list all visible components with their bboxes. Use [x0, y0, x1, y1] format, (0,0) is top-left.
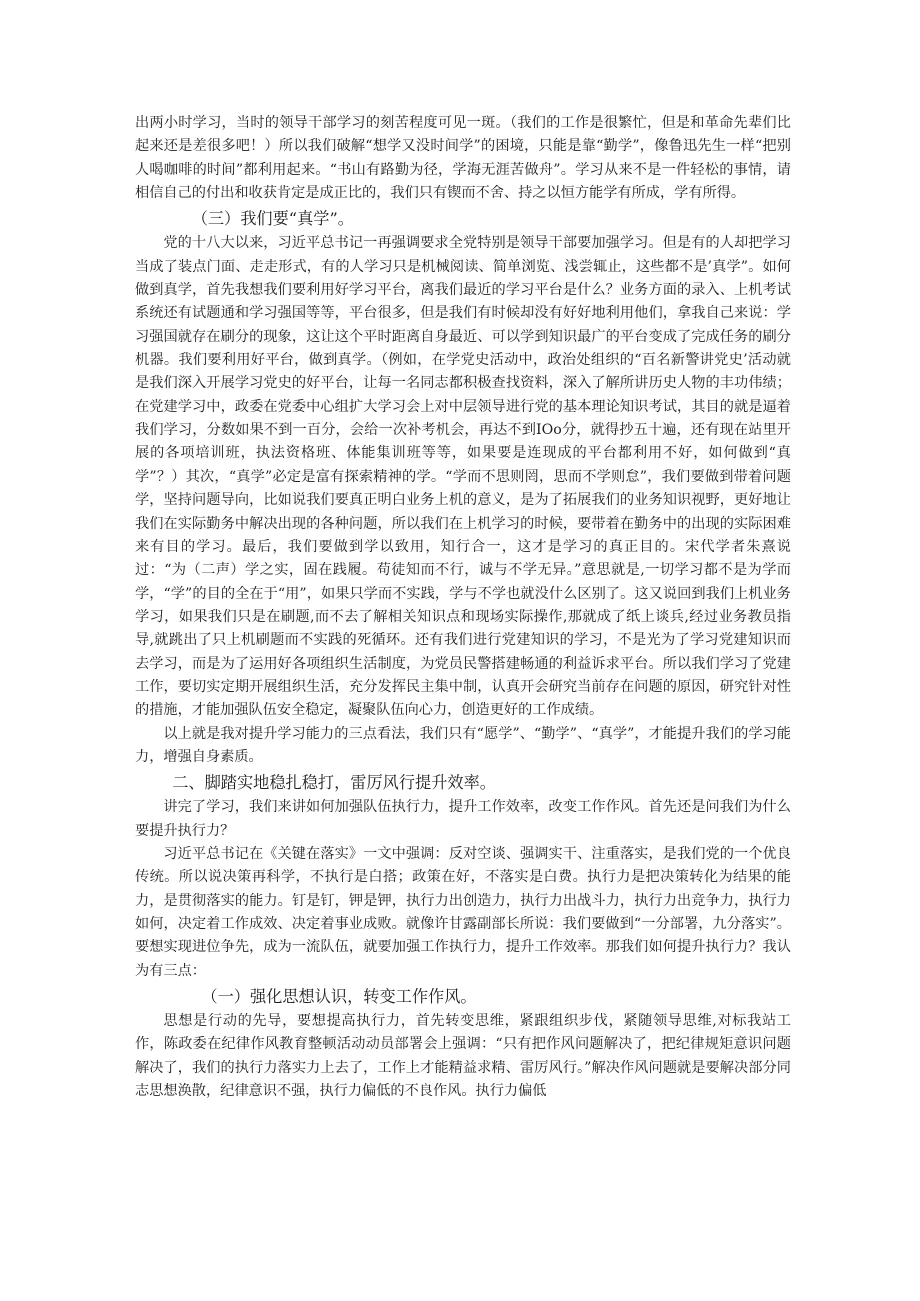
paragraph-execution-importance: 习近平总书记在《关键在落实》一文中强调：反对空谈、强调实干、注重落实，是我们党的一个优良传统。所以说决策再科学，不执行是白搭；政策在好，不落实是白费。执行力是把决策转化为结果的能力，是贯彻落实的能力。钉是钉，钾是钾，执行力出创造力，执行力出战斗力，执行力出竞争力，执行力如何，决定着工作成效、决定着事业成败。就像许甘露副部长所说：我们要做到“一分部署，九分落实”。要想实现进位争先，成为一流队伍，就要加强工作执行力，提升工作效率。那我们如何提升执行力？我认为有三点： [135, 845, 791, 979]
paragraph-true-study: 党的十八大以来，习近平总书记一再强调要求全党特别是领导干部要加强学习。但是有的人却把学习当成了装点门面、走走形式，有的人学习只是机械阅读、简单浏览、浅尝辄止，这些都不是’真学”。如何做到真学，首先我想我们要利用好学习平台，离我们最近的学习平台是什么？业务方面的录入、上机考试系统还有试题通和学习强国等等，平台很多，但是我们有时候却没有好好地利用他们，拿我自己来说：学习强国就存在刷分的现象，这让这个平时距离自身最近、可以学到知识最广的平台变成了完成任务的刷分机器。我们要利用好平台，做到真学。（例如，在学党史活动中，政治处组织的“百名新警讲党史’活动就是我们深入开展学习党史的好平台，让每一名同志都积极查找资料，深入了解所讲历史人物的丰功伟绩；在党建学习中，政委在党委中心组扩大学习会上对中层领导进行党的基本理论知识考试，其目的就是逼着我们学习，分数如果不到一百分，会给一次补考机会，再达不到IOo分，就得抄五十遍，还有现在站里开展的各项培训班，执法资格班、体能集训班等等，如果要是连现成的平台都利用不好，如何做到“真学”？）其次，“真学”必定是富有探索精神的学。“学而不思则罔，思而不学则怠”，我们要做到带着问题学，坚持问题导向，比如说我们要真正明白业务上机的意义，是为了拓展我们的业务知识视野，更好地让我们在实际勤务中解决出现的各种问题，所以我们在上机学习的时候，要带着在勤务中的出现的实际困难来有目的学习。最后，我们要做到学以致用，知行合一，这才是学习的真正目的。宋代学者朱熹说过：“为（二声）学之实，固在践履。苟徒知而不行，诚与不学无异。”意思就是,一切学习都不是为学而学，“学”的目的全在于“用”，如果只学而不实践，学与不学也就没什么区别了。这又说回到我们上机业务学习，如果我们只是在刷题,而不去了解相关知识点和现场实际操作,那就成了纸上谈兵,经过业务教员指导,就跳出了只上机刷题而不实践的死循环。还有我们进行党建知识的学习，不是光为了学习党建知识而去学习，而是为了运用好各项组织生活制度，为党员民警搭建畅通的利益诉求平台。所以我们学习了党建工作，要切实定期开展组织生活，充分发挥民主集中制，认真开会研究当前存在问题的原因，研究针对性的措施，才能加强队伍安全稳定，凝聚队伍向心力，创造更好的工作成绩。 [135, 235, 791, 719]
paragraph-summary: 以上就是我对提升学习能力的三点看法，我们只有“愿学”、“勤学”、“真学”，才能提升我们的学习能力，增强自身素质。 [135, 725, 791, 765]
paragraph-execution-intro: 讲完了学习，我们来讲如何加强队伍执行力，提升工作效率，改变工作作风。首先还是问我们为什么要提升执行力？ [135, 799, 791, 839]
paragraph-diligent-study-end: 出两小时学习，当时的领导干部学习的刻苦程度可见一斑。（我们的工作是很繁忙，但是和革命先辈们比起来还是差很多吧！）所以我们破解“想学又没时间学”的困境，只能是靠“勤学”，像鲁迅先生一样“把别人喝咖啡的时间”都利用起来。“书山有路勤为径，学海无涯苦做舟”。学习从来不是一件轻松的事情，请相信自己的付出和收获肯定是成正比的，我们只有锲而不舍、持之以恒方能学有所成，学有所得。 [135, 115, 791, 202]
heading-true-study: （三）我们要“真学”。 [191, 209, 354, 229]
document-page [135, 112, 791, 1103]
heading-strengthen-thinking: （一）强化思想认识，转变工作作风。 [201, 987, 477, 1007]
paragraph-thinking: 思想是行动的先导，要想提高执行力，首先转变思维，紧跟组织步伐，紧随领导思维,对标我站工作，陈政委在纪律作风教育整顿活动动员部署会上强调：“只有把作风问题解决了，把纪律规矩意识问题解决了，我们的执行力落实力上去了，工作上才能精益求精、雷厉风行。”解决作风问题就是要解决部分同志思想涣散，纪律意识不强，执行力偏低的不良作风。执行力偏低 [135, 1013, 791, 1100]
heading-section-two: 二、脚踏实地稳扎稳打，雷厉风行提升效率。 [172, 773, 496, 793]
